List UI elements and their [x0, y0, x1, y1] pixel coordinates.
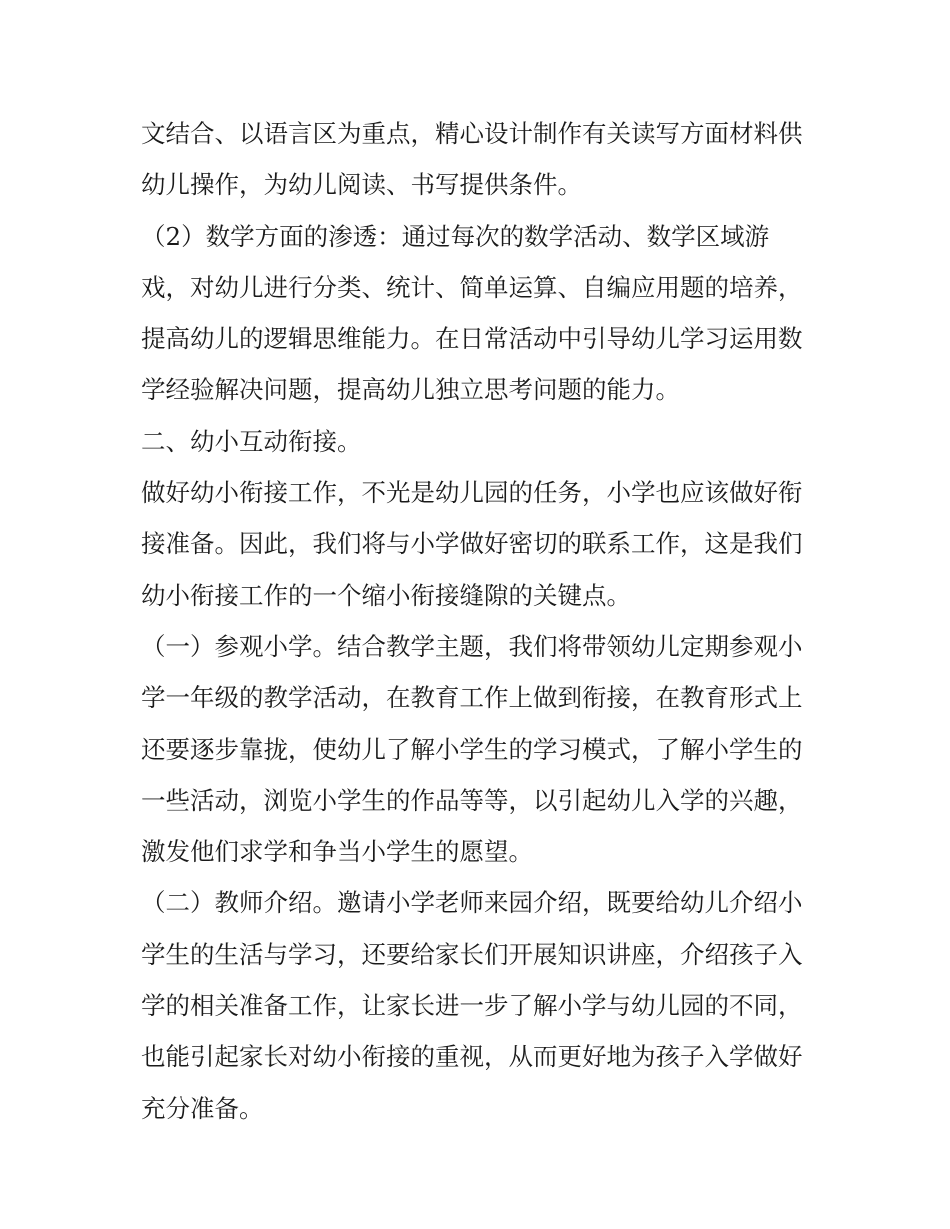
text-line: 做好幼小衔接工作，不光是幼儿园的任务，小学也应该做好衔 — [141, 478, 803, 508]
text-line: 学的相关准备工作，让家长进一步了解小学与幼儿园的不同， — [141, 991, 803, 1021]
text-line: （二）教师介绍。邀请小学老师来园介绍，既要给幼儿介绍小 — [141, 888, 803, 918]
text-line: （2）数学方面的渗透：通过每次的数学活动、数学区域游 — [141, 221, 770, 251]
text-line: 充分准备。 — [141, 1093, 264, 1123]
text-line: 学生的生活与学习，还要给家长们开展知识讲座，介绍孩子入 — [141, 939, 803, 969]
text-line: 学经验解决问题，提高幼儿独立思考问题的能力。 — [141, 375, 680, 405]
text-line: 戏，对幼儿进行分类、统计、简单运算、自编应用题的培养， — [141, 272, 803, 302]
text-line: 幼儿操作，为幼儿阅读、书写提供条件。 — [141, 170, 582, 200]
text-line: 接准备。因此，我们将与小学做好密切的联系工作，这是我们 — [141, 529, 803, 559]
text-line: 还要逐步靠拢，使幼儿了解小学生的学习模式，了解小学生的 — [141, 734, 803, 764]
text-line: 提高幼儿的逻辑思维能力。在日常活动中引导幼儿学习运用数 — [141, 324, 803, 354]
document-body — [141, 108, 821, 1134]
section-heading: 二、幼小互动衔接。 — [141, 426, 362, 456]
text-line: （一）参观小学。结合教学主题，我们将带领幼儿定期参观小 — [141, 631, 803, 661]
text-line: 一些活动，浏览小学生的作品等等，以引起幼儿入学的兴趣， — [141, 785, 803, 815]
text-line: 幼小衔接工作的一个缩小衔接缝隙的关键点。 — [141, 580, 631, 610]
text-line: 也能引起家长对幼小衔接的重视，从而更好地为孩子入学做好 — [141, 1042, 803, 1072]
text-line: 学一年级的教学活动，在教育工作上做到衔接，在教育形式上 — [141, 683, 803, 713]
text-line: 文结合、以语言区为重点，精心设计制作有关读写方面材料供 — [141, 119, 803, 148]
text-line: 激发他们求学和争当小学生的愿望。 — [141, 837, 533, 867]
